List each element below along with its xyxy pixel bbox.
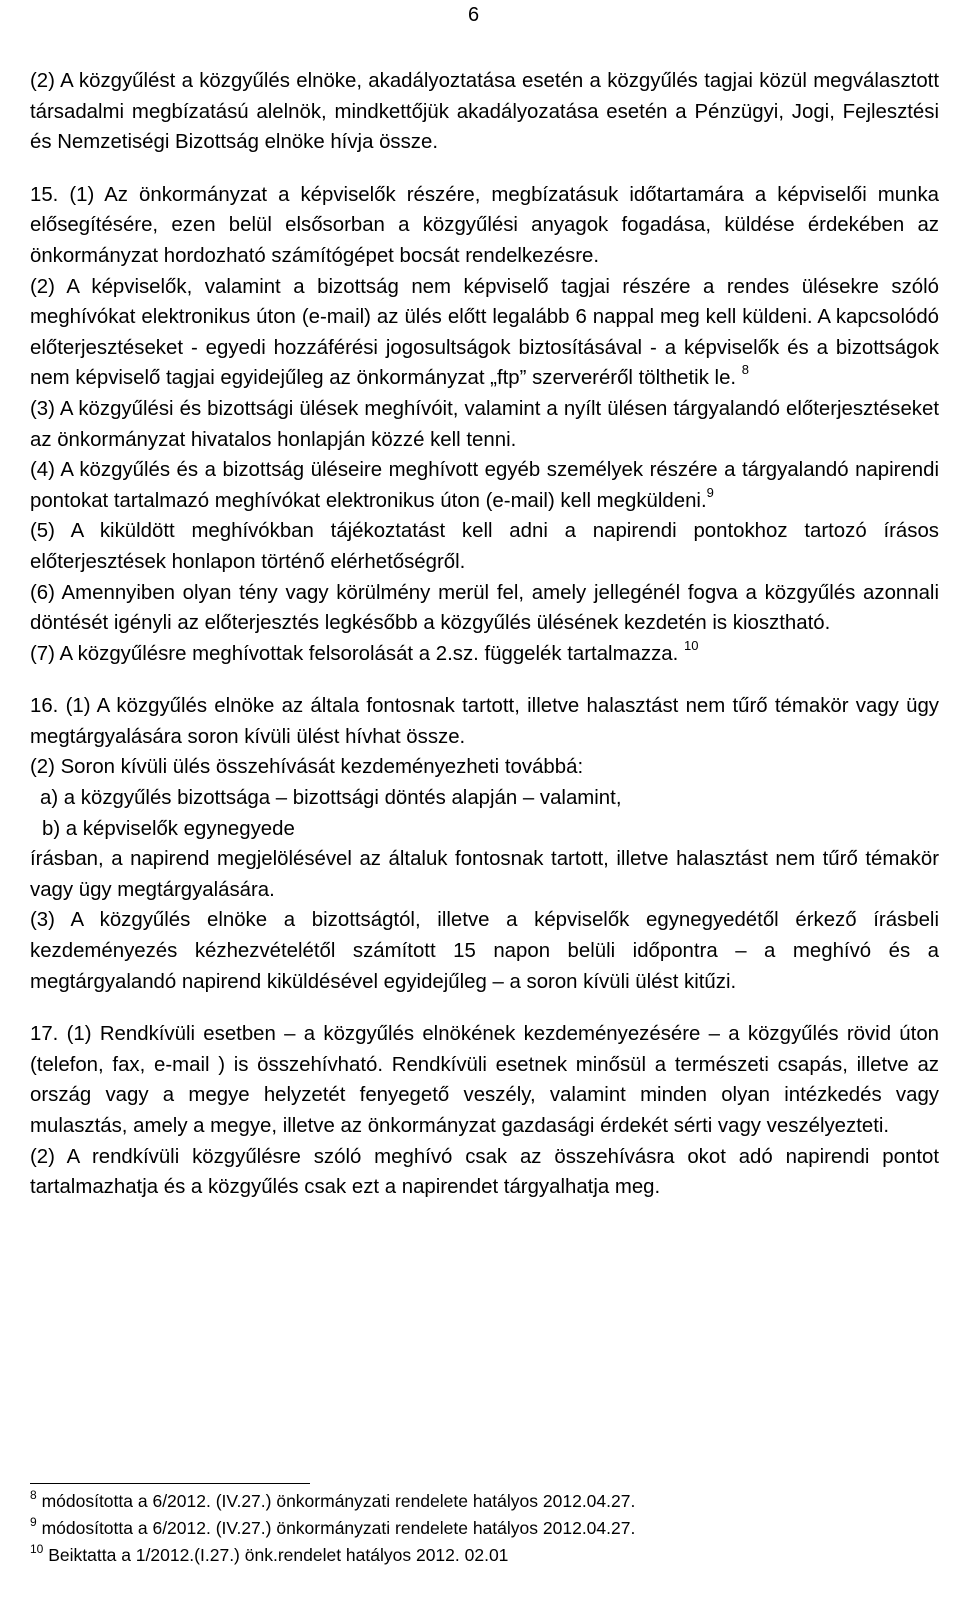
section-16-paragraph-2-continued: írásban, a napirend megjelölésével az általuk fontosnak tartott, illetve halasztást nem tűrő témakör vagy ügy megtárgyalására. bbox=[30, 848, 939, 901]
footnote-9: $^9$ módosította a 6/2012. (IV.27.) önkormányzati rendelete hatályos 2012.04.27. bbox=[30, 1515, 636, 1538]
page-number: 6 bbox=[468, 4, 480, 26]
section-16-item-b: b) a képviselők egynegyede bbox=[42, 817, 295, 840]
section-15-paragraph-5: (5) A kiküldött meghívókban tájékoztatást kell adni a napirendi pontokhoz tartozó írásos előterjesztések honlapon történő elérhetőségről. bbox=[30, 520, 939, 573]
section-16-paragraph-3: (3) A közgyűlés elnöke a bizottságtól, illetve a képviselők egynegyedétől érkező írásbeli kezdeményezés kézhezvételétől számított 15 napon belüli időpontra – a meghívó és a megtárgyalandó napirend kiküldésével egyidejűleg – a soron kívüli ülést kitűzi. bbox=[30, 909, 939, 993]
section-15-paragraph-6: (6) Amennyiben olyan tény vagy körülmény merül fel, amely jellegénél fogva a közgyűlés azonnali döntését igényli az előterjesztés legkésőbb a közgyűlés ülésének kezdetén is kiosztható. bbox=[30, 581, 939, 635]
section-15-paragraph-2: (2) A képviselők, valamint a bizottság nem képviselő tagjai részére a rendes ülésekre szóló meghívókat elektronikus úton (e-mail) az ülés előtt legalább 6 nappal meg kell küldeni. A kapcsolódó előterjesztéseket - egyedi hozzáférési jogosultságok biztosításával - a képviselők és a bizottságok nem képviselő tagjai egyidejűleg az önkormányzat „ftp” szerveréről tölthetik le. $^8$ bbox=[30, 275, 939, 390]
paragraph-convening: (2) A közgyűlést a közgyűlés elnöke, akadályoztatása esetén a közgyűlés tagjai közül megválasztott társadalmi megbízatású alelnök, mindkettőjük akadályozatása esetén a Pénzügyi, Jogi, Fejlesztési és Nemzetiségi Bizottság elnöke hívja össze. bbox=[30, 70, 939, 154]
footnote-10: $^{10}$ Beiktatta a 1/2012.(I.27.) önk.rendelet hatályos 2012. 02.01 bbox=[30, 1542, 509, 1565]
section-15-paragraph-1: 15. (1) Az önkormányzat a képviselők részére, megbízatásuk időtartamára a képviselői munka elősegítésére, ezen belül elsősorban a közgyűlési anyagok fogadása, küldése érdekében az önkormányzat hordozható számítógépet bocsát rendelkezésre. bbox=[30, 183, 939, 267]
footnote-8: $^8$ módosította a 6/2012. (IV.27.) önkormányzati rendelete hatályos 2012.04.27. bbox=[30, 1488, 636, 1511]
footnote-ref-8: 8 bbox=[741, 362, 749, 378]
footnote-ref-10: 10 bbox=[683, 637, 699, 653]
section-15-paragraph-3: (3) A közgyűlési és bizottsági ülések meghívóit, valamint a nyílt ülésen tárgyalandó előterjesztéseket az önkormányzat hivatalos honlapján közzé kell tenni. bbox=[30, 397, 939, 451]
footnotes bbox=[30, 1488, 939, 1569]
section-16-paragraph-2: (2) Soron kívüli ülés összehívását kezdeményezheti továbbá: bbox=[30, 756, 584, 779]
section-16-paragraph-1: 16. (1) A közgyűlés elnöke az általa fontosnak tartott, illetve halasztást nem tűrő témakör vagy ügy megtárgyalására soron kívüli ülést hívhat össze. bbox=[30, 695, 939, 748]
section-17-paragraph-2: (2) A rendkívüli közgyűlésre szóló meghívó csak az összehívásra okot adó napirendi pontot tartalmazhatja és a közgyűlés csak ezt a napirendet tárgyalhatja meg. bbox=[30, 1145, 939, 1199]
section-15-paragraph-7: (7) A közgyűlésre meghívottak felsorolását a 2.sz. függelék tartalmazza. $^{10}$ bbox=[30, 637, 699, 665]
section-15-paragraph-4: (4) A közgyűlés és a bizottság üléseire meghívott egyéb személyek részére a tárgyalandó napirendi pontokat tartalmazó meghívókat elektronikus úton (e-mail) kell megküldeni.$^9$ bbox=[30, 459, 939, 512]
section-16-item-a: a) a közgyűlés bizottsága – bizottsági döntés alapján – valamint, bbox=[40, 787, 622, 810]
footnote-ref-9: 9 bbox=[706, 484, 714, 500]
footnote-separator bbox=[30, 1483, 310, 1484]
document-body bbox=[30, 66, 939, 1203]
section-17-paragraph-1: 17. (1) Rendkívüli esetben – a közgyűlés elnökének kezdeményezésére – a közgyűlés rövid úton (telefon, fax, e-mail ) is összehívható. Rendkívüli esetnek minősül a természeti csapás, illetve az ország vagy a megye helyzetét fenyegető veszély, valamint minden olyan intézkedés vagy mulasztás, amely a megye, illetve az önkormányzat gazdasági érdekét sérti vagy veszélyezteti. bbox=[30, 1023, 939, 1137]
